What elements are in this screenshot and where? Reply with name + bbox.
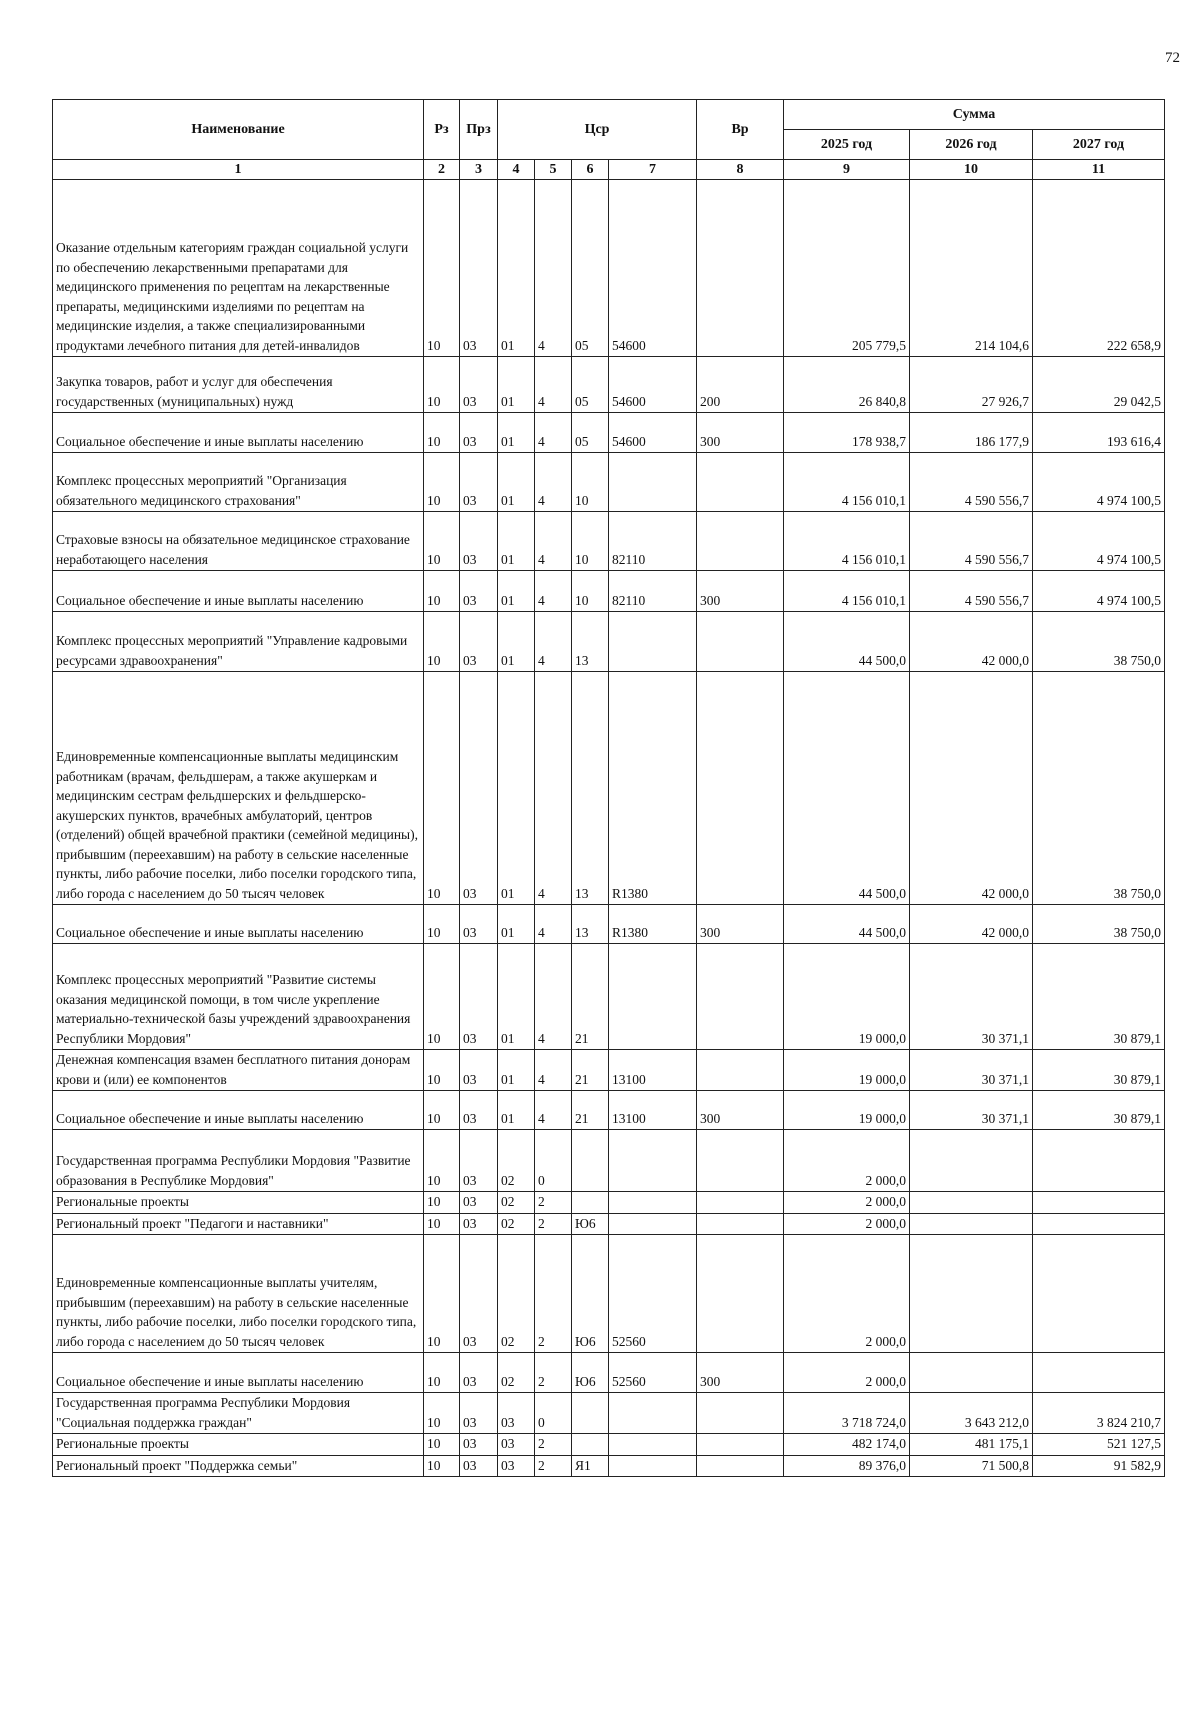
csr-direction-cell	[609, 1393, 697, 1434]
csr-program-cell: 02	[498, 1130, 535, 1192]
prz-cell: 03	[460, 1050, 498, 1091]
table-body	[53, 180, 1165, 1477]
table-row	[53, 1393, 1165, 1434]
amount-2027-cell: 30 879,1	[1033, 1091, 1165, 1130]
amount-2026-cell: 42 000,0	[910, 672, 1033, 905]
row-name-cell: Региональный проект "Педагоги и наставники"	[53, 1213, 424, 1235]
amount-2026-cell: 4 590 556,7	[910, 571, 1033, 612]
csr-direction-cell: 13100	[609, 1050, 697, 1091]
csr-structure-cell: 05	[572, 413, 609, 453]
csr-structure-cell	[572, 1393, 609, 1434]
amount-2027-cell: 3 824 210,7	[1033, 1393, 1165, 1434]
csr-program-cell: 02	[498, 1213, 535, 1235]
amount-2026-cell	[910, 1213, 1033, 1235]
amount-2025-cell: 3 718 724,0	[784, 1393, 910, 1434]
table-row	[53, 1434, 1165, 1456]
row-name-cell: Оказание отдельным категориям граждан социальной услуги по обеспечению лекарственными препаратами для медицинского применения по рецептам на лекарственные препараты, медицинскими изделиями по рецептам на медицинские изделия, а также специализированными продуктами лечебного питания для детей-инвалидов	[53, 180, 424, 357]
header-year-2025: 2025 год	[784, 130, 910, 160]
column-number: 3	[460, 160, 498, 180]
csr-program-cell: 01	[498, 612, 535, 672]
csr-structure-cell: 10	[572, 453, 609, 512]
csr-direction-cell	[609, 1130, 697, 1192]
csr-direction-cell	[609, 1455, 697, 1477]
vr-cell	[697, 1434, 784, 1456]
amount-2026-cell: 42 000,0	[910, 905, 1033, 944]
row-name-cell: Комплекс процессных мероприятий "Организация обязательного медицинского страхования"	[53, 453, 424, 512]
table-row	[53, 180, 1165, 357]
column-number: 5	[535, 160, 572, 180]
amount-2026-cell	[910, 1353, 1033, 1393]
amount-2027-cell: 38 750,0	[1033, 672, 1165, 905]
csr-type-cell: 4	[535, 672, 572, 905]
column-number: 8	[697, 160, 784, 180]
csr-program-cell: 01	[498, 512, 535, 571]
amount-2025-cell: 2 000,0	[784, 1213, 910, 1235]
csr-type-cell: 2	[535, 1353, 572, 1393]
page-number: 72	[1165, 50, 1180, 66]
csr-direction-cell: 13100	[609, 1091, 697, 1130]
csr-type-cell: 4	[535, 180, 572, 357]
rz-cell: 10	[424, 1091, 460, 1130]
csr-structure-cell	[572, 1130, 609, 1192]
row-name-cell: Комплекс процессных мероприятий "Управление кадровыми ресурсами здравоохранения"	[53, 612, 424, 672]
header-name: Наименование	[53, 100, 424, 160]
row-name-cell: Денежная компенсация взамен бесплатного питания донорам крови и (или) ее компонентов	[53, 1050, 424, 1091]
csr-direction-cell: 82110	[609, 571, 697, 612]
table-row	[53, 1235, 1165, 1353]
amount-2027-cell	[1033, 1213, 1165, 1235]
csr-program-cell: 03	[498, 1455, 535, 1477]
amount-2027-cell: 30 879,1	[1033, 1050, 1165, 1091]
csr-structure-cell: 21	[572, 944, 609, 1050]
csr-structure-cell: 13	[572, 905, 609, 944]
amount-2026-cell: 42 000,0	[910, 612, 1033, 672]
row-name-cell: Социальное обеспечение и иные выплаты населению	[53, 413, 424, 453]
table-row	[53, 905, 1165, 944]
row-name-cell: Единовременные компенсационные выплаты медицинским работникам (врачам, фельдшерам, а также акушеркам и медицинским сестрам фельдшерских и фельдшерско-акушерских пунктов, врачебных амбулаторий, центров (отделений) общей врачебной практики (семейной медицины), прибывшим (переехавшим) на работу в сельские населенные пункты, либо рабочие поселки, либо поселки городского типа, либо города с населением до 50 тысяч человек	[53, 672, 424, 905]
csr-type-cell: 4	[535, 905, 572, 944]
table-row	[53, 357, 1165, 413]
csr-direction-cell	[609, 944, 697, 1050]
prz-cell: 03	[460, 1235, 498, 1353]
table-row	[53, 453, 1165, 512]
table-row	[53, 1130, 1165, 1192]
amount-2026-cell: 214 104,6	[910, 180, 1033, 357]
amount-2026-cell	[910, 1235, 1033, 1353]
row-name-cell: Социальное обеспечение и иные выплаты населению	[53, 905, 424, 944]
table-row	[53, 944, 1165, 1050]
amount-2026-cell: 186 177,9	[910, 413, 1033, 453]
table-row	[53, 413, 1165, 453]
rz-cell: 10	[424, 413, 460, 453]
amount-2027-cell	[1033, 1192, 1165, 1214]
csr-structure-cell: Ю6	[572, 1353, 609, 1393]
rz-cell: 10	[424, 1434, 460, 1456]
amount-2025-cell: 482 174,0	[784, 1434, 910, 1456]
rz-cell: 10	[424, 1192, 460, 1214]
table-row	[53, 612, 1165, 672]
vr-cell	[697, 1130, 784, 1192]
csr-program-cell: 02	[498, 1192, 535, 1214]
amount-2027-cell: 4 974 100,5	[1033, 512, 1165, 571]
table-row	[53, 512, 1165, 571]
prz-cell: 03	[460, 357, 498, 413]
csr-type-cell: 2	[535, 1192, 572, 1214]
prz-cell: 03	[460, 672, 498, 905]
amount-2027-cell: 222 658,9	[1033, 180, 1165, 357]
prz-cell: 03	[460, 1393, 498, 1434]
amount-2025-cell: 26 840,8	[784, 357, 910, 413]
csr-structure-cell: 10	[572, 512, 609, 571]
vr-cell	[697, 1235, 784, 1353]
amount-2025-cell: 4 156 010,1	[784, 512, 910, 571]
row-name-cell: Социальное обеспечение и иные выплаты населению	[53, 1353, 424, 1393]
amount-2027-cell: 193 616,4	[1033, 413, 1165, 453]
column-number: 2	[424, 160, 460, 180]
vr-cell: 300	[697, 905, 784, 944]
csr-structure-cell: Ю6	[572, 1235, 609, 1353]
row-name-cell: Социальное обеспечение и иные выплаты населению	[53, 571, 424, 612]
csr-program-cell: 01	[498, 453, 535, 512]
vr-cell	[697, 1050, 784, 1091]
prz-cell: 03	[460, 512, 498, 571]
amount-2026-cell	[910, 1192, 1033, 1214]
budget-table	[52, 99, 1165, 1477]
csr-program-cell: 01	[498, 571, 535, 612]
csr-structure-cell: 21	[572, 1091, 609, 1130]
csr-direction-cell	[609, 1434, 697, 1456]
amount-2027-cell: 38 750,0	[1033, 905, 1165, 944]
table-row	[53, 571, 1165, 612]
vr-cell	[697, 944, 784, 1050]
prz-cell: 03	[460, 571, 498, 612]
rz-cell: 10	[424, 1353, 460, 1393]
prz-cell: 03	[460, 453, 498, 512]
prz-cell: 03	[460, 1455, 498, 1477]
prz-cell: 03	[460, 1192, 498, 1214]
column-number: 10	[910, 160, 1033, 180]
rz-cell: 10	[424, 180, 460, 357]
csr-direction-cell	[609, 612, 697, 672]
column-number: 1	[53, 160, 424, 180]
vr-cell	[697, 1455, 784, 1477]
csr-structure-cell: 05	[572, 357, 609, 413]
csr-direction-cell: 54600	[609, 357, 697, 413]
amount-2026-cell: 4 590 556,7	[910, 512, 1033, 571]
csr-program-cell: 03	[498, 1393, 535, 1434]
csr-structure-cell: Ю6	[572, 1213, 609, 1235]
table-row	[53, 1091, 1165, 1130]
column-number: 7	[609, 160, 697, 180]
csr-program-cell: 01	[498, 944, 535, 1050]
csr-type-cell: 0	[535, 1130, 572, 1192]
csr-type-cell: 4	[535, 453, 572, 512]
amount-2025-cell: 4 156 010,1	[784, 453, 910, 512]
csr-structure-cell: 21	[572, 1050, 609, 1091]
amount-2026-cell: 481 175,1	[910, 1434, 1033, 1456]
csr-direction-cell: 52560	[609, 1353, 697, 1393]
header-rz: Рз	[424, 100, 460, 160]
vr-cell	[697, 1393, 784, 1434]
row-name-cell: Государственная программа Республики Мордовия "Развитие образования в Республике Мордовия"	[53, 1130, 424, 1192]
csr-direction-cell: R1380	[609, 905, 697, 944]
amount-2025-cell: 89 376,0	[784, 1455, 910, 1477]
amount-2025-cell: 44 500,0	[784, 612, 910, 672]
csr-direction-cell: 54600	[609, 180, 697, 357]
amount-2025-cell: 44 500,0	[784, 672, 910, 905]
column-number: 11	[1033, 160, 1165, 180]
table-row	[53, 1353, 1165, 1393]
csr-program-cell: 01	[498, 1050, 535, 1091]
rz-cell: 10	[424, 905, 460, 944]
table-header	[53, 100, 1165, 180]
column-number: 6	[572, 160, 609, 180]
rz-cell: 10	[424, 1393, 460, 1434]
row-name-cell: Региональный проект "Поддержка семьи"	[53, 1455, 424, 1477]
csr-direction-cell: R1380	[609, 672, 697, 905]
header-year-2026: 2026 год	[910, 130, 1033, 160]
row-name-cell: Закупка товаров, работ и услуг для обеспечения государственных (муниципальных) нужд	[53, 357, 424, 413]
amount-2027-cell	[1033, 1130, 1165, 1192]
csr-direction-cell	[609, 1192, 697, 1214]
column-number: 4	[498, 160, 535, 180]
column-numbers-row	[53, 160, 1165, 180]
header-vr: Вр	[697, 100, 784, 160]
csr-program-cell: 02	[498, 1353, 535, 1393]
header-csr: Цср	[498, 100, 697, 160]
rz-cell: 10	[424, 1455, 460, 1477]
header-year-2027: 2027 год	[1033, 130, 1165, 160]
csr-direction-cell: 82110	[609, 512, 697, 571]
amount-2026-cell: 4 590 556,7	[910, 453, 1033, 512]
rz-cell: 10	[424, 944, 460, 1050]
rz-cell: 10	[424, 1130, 460, 1192]
amount-2025-cell: 19 000,0	[784, 944, 910, 1050]
csr-type-cell: 4	[535, 357, 572, 413]
amount-2026-cell: 3 643 212,0	[910, 1393, 1033, 1434]
table-row	[53, 1455, 1165, 1477]
prz-cell: 03	[460, 905, 498, 944]
csr-type-cell: 4	[535, 571, 572, 612]
csr-structure-cell: 13	[572, 612, 609, 672]
vr-cell	[697, 612, 784, 672]
table-row	[53, 1213, 1165, 1235]
rz-cell: 10	[424, 672, 460, 905]
prz-cell: 03	[460, 612, 498, 672]
amount-2027-cell	[1033, 1353, 1165, 1393]
csr-direction-cell	[609, 453, 697, 512]
csr-program-cell: 03	[498, 1434, 535, 1456]
vr-cell: 300	[697, 1353, 784, 1393]
rz-cell: 10	[424, 357, 460, 413]
amount-2025-cell: 178 938,7	[784, 413, 910, 453]
amount-2025-cell: 205 779,5	[784, 180, 910, 357]
amount-2025-cell: 19 000,0	[784, 1050, 910, 1091]
row-name-cell: Социальное обеспечение и иные выплаты населению	[53, 1091, 424, 1130]
vr-cell	[697, 1213, 784, 1235]
column-number: 9	[784, 160, 910, 180]
row-name-cell: Комплекс процессных мероприятий "Развитие системы оказания медицинской помощи, в том числе укрепление материально-технической базы учреждений здравоохранения Республики Мордовия"	[53, 944, 424, 1050]
row-name-cell: Государственная программа Республики Мордовия "Социальная поддержка граждан"	[53, 1393, 424, 1434]
row-name-cell: Единовременные компенсационные выплаты учителям, прибывшим (переехавшим) на работу в сельские населенные пункты, либо рабочие поселки, либо поселки городского типа, либо города с населением до 50 тысяч человек	[53, 1235, 424, 1353]
prz-cell: 03	[460, 1213, 498, 1235]
row-name-cell: Региональные проекты	[53, 1434, 424, 1456]
amount-2025-cell: 4 156 010,1	[784, 571, 910, 612]
amount-2026-cell: 27 926,7	[910, 357, 1033, 413]
rz-cell: 10	[424, 571, 460, 612]
prz-cell: 03	[460, 180, 498, 357]
row-name-cell: Региональные проекты	[53, 1192, 424, 1214]
amount-2027-cell: 30 879,1	[1033, 944, 1165, 1050]
amount-2025-cell: 19 000,0	[784, 1091, 910, 1130]
vr-cell	[697, 453, 784, 512]
amount-2025-cell: 2 000,0	[784, 1353, 910, 1393]
vr-cell: 300	[697, 1091, 784, 1130]
csr-program-cell: 01	[498, 905, 535, 944]
csr-program-cell: 01	[498, 357, 535, 413]
csr-structure-cell	[572, 1192, 609, 1214]
table-row	[53, 672, 1165, 905]
vr-cell	[697, 672, 784, 905]
csr-program-cell: 01	[498, 672, 535, 905]
vr-cell	[697, 512, 784, 571]
csr-program-cell: 01	[498, 413, 535, 453]
table-row	[53, 1050, 1165, 1091]
csr-type-cell: 2	[535, 1434, 572, 1456]
rz-cell: 10	[424, 612, 460, 672]
amount-2027-cell: 29 042,5	[1033, 357, 1165, 413]
csr-structure-cell	[572, 1434, 609, 1456]
prz-cell: 03	[460, 1130, 498, 1192]
rz-cell: 10	[424, 453, 460, 512]
prz-cell: 03	[460, 1353, 498, 1393]
csr-structure-cell: 13	[572, 672, 609, 905]
rz-cell: 10	[424, 1213, 460, 1235]
amount-2027-cell: 4 974 100,5	[1033, 571, 1165, 612]
csr-type-cell: 0	[535, 1393, 572, 1434]
csr-type-cell: 4	[535, 944, 572, 1050]
amount-2026-cell: 30 371,1	[910, 1050, 1033, 1091]
csr-type-cell: 2	[535, 1213, 572, 1235]
csr-program-cell: 01	[498, 180, 535, 357]
amount-2027-cell: 91 582,9	[1033, 1455, 1165, 1477]
amount-2026-cell: 71 500,8	[910, 1455, 1033, 1477]
csr-type-cell: 2	[535, 1455, 572, 1477]
amount-2026-cell	[910, 1130, 1033, 1192]
csr-direction-cell: 52560	[609, 1235, 697, 1353]
prz-cell: 03	[460, 1434, 498, 1456]
prz-cell: 03	[460, 944, 498, 1050]
prz-cell: 03	[460, 1091, 498, 1130]
row-name-cell: Страховые взносы на обязательное медицинское страхование неработающего населения	[53, 512, 424, 571]
amount-2025-cell: 2 000,0	[784, 1235, 910, 1353]
csr-type-cell: 4	[535, 1091, 572, 1130]
amount-2026-cell: 30 371,1	[910, 944, 1033, 1050]
amount-2025-cell: 44 500,0	[784, 905, 910, 944]
csr-type-cell: 4	[535, 612, 572, 672]
csr-structure-cell: Я1	[572, 1455, 609, 1477]
rz-cell: 10	[424, 1050, 460, 1091]
amount-2025-cell: 2 000,0	[784, 1192, 910, 1214]
vr-cell: 200	[697, 357, 784, 413]
amount-2027-cell: 4 974 100,5	[1033, 453, 1165, 512]
amount-2027-cell	[1033, 1235, 1165, 1353]
vr-cell: 300	[697, 571, 784, 612]
vr-cell	[697, 180, 784, 357]
csr-structure-cell: 10	[572, 571, 609, 612]
amount-2026-cell: 30 371,1	[910, 1091, 1033, 1130]
csr-type-cell: 4	[535, 512, 572, 571]
vr-cell	[697, 1192, 784, 1214]
amount-2025-cell: 2 000,0	[784, 1130, 910, 1192]
header-prz: Прз	[460, 100, 498, 160]
csr-program-cell: 01	[498, 1091, 535, 1130]
amount-2027-cell: 521 127,5	[1033, 1434, 1165, 1456]
amount-2027-cell: 38 750,0	[1033, 612, 1165, 672]
rz-cell: 10	[424, 1235, 460, 1353]
csr-type-cell: 2	[535, 1235, 572, 1353]
csr-structure-cell: 05	[572, 180, 609, 357]
csr-program-cell: 02	[498, 1235, 535, 1353]
header-sum: Сумма	[784, 100, 1165, 130]
csr-direction-cell	[609, 1213, 697, 1235]
vr-cell: 300	[697, 413, 784, 453]
csr-direction-cell: 54600	[609, 413, 697, 453]
csr-type-cell: 4	[535, 413, 572, 453]
table-row	[53, 1192, 1165, 1214]
prz-cell: 03	[460, 413, 498, 453]
rz-cell: 10	[424, 512, 460, 571]
csr-type-cell: 4	[535, 1050, 572, 1091]
